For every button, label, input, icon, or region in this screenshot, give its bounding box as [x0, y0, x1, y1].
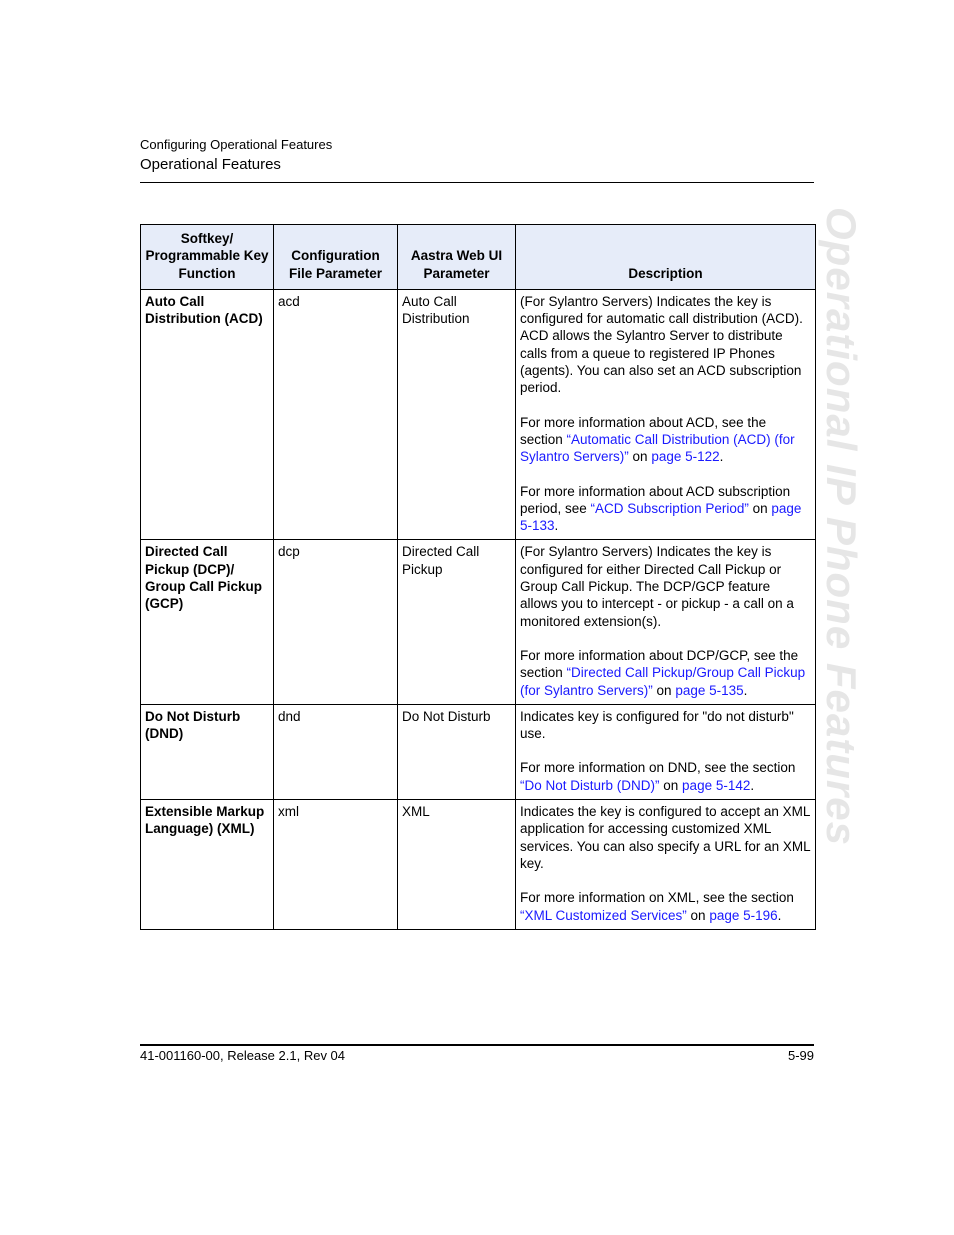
ref-text: For more information on DND, see the section — [520, 760, 796, 776]
key-function: Extensible Markup Language) (XML) — [141, 800, 274, 930]
web-ui-param: Directed Call Pickup — [398, 540, 516, 704]
web-ui-param: XML — [398, 800, 516, 930]
ref-on: on — [686, 907, 710, 923]
ref-end: . — [750, 777, 755, 793]
key-function: Do Not Disturb (DND) — [141, 704, 274, 799]
section-link[interactable]: “ACD Subscription Period” — [590, 500, 749, 516]
table-header-row — [141, 225, 816, 290]
table-row — [141, 800, 816, 930]
section-link[interactable]: “Do Not Disturb (DND)” — [520, 777, 660, 793]
header-divider — [140, 182, 814, 183]
table-row — [141, 540, 816, 704]
ref-on: on — [659, 777, 683, 793]
section-link[interactable]: “Automatic Call Distribution (ACD) (for Sylantro Servers)” — [520, 431, 795, 465]
footer-divider — [140, 1044, 814, 1046]
config-param: xml — [274, 800, 398, 930]
config-param: acd — [274, 289, 398, 540]
breadcrumb: Configuring Operational Features — [140, 137, 333, 152]
footer-page-number: 5-99 — [787, 1048, 814, 1063]
section-title: Operational Features — [140, 156, 281, 173]
key-function: Directed Call Pickup (DCP)/ Group Call Pickup (GCP) — [141, 540, 274, 704]
description-reference — [520, 889, 811, 924]
header-web-ui-param: Aastra Web UI Parameter — [398, 225, 516, 290]
header-config-param: Configuration File Parameter — [274, 225, 398, 290]
ref-text: For more information about ACD subscription period, see — [520, 483, 791, 516]
ref-text: For more information about DCP/GCP, see the section — [520, 647, 799, 681]
page-link[interactable]: page 5-196 — [709, 907, 778, 923]
config-param: dnd — [274, 704, 398, 799]
features-table — [140, 224, 816, 930]
header-softkey: Softkey/ Programmable Key Function — [141, 225, 274, 290]
ref-end: . — [719, 449, 724, 465]
description-text: Indicates key is configured for "do not disturb" use. — [520, 708, 794, 742]
description — [516, 289, 816, 540]
config-param: dcp — [274, 540, 398, 704]
table-row — [141, 289, 816, 540]
ref-on: on — [628, 449, 652, 465]
section-link[interactable]: “XML Customized Services” — [520, 907, 687, 923]
page-link[interactable]: page 5-142 — [682, 777, 751, 793]
ref-end: . — [554, 518, 559, 534]
description-text: Indicates the key is configured to accept an XML application for accessing customized XML services. You can also specify a URL for an XML key. — [520, 804, 811, 871]
side-title-text: Operational IP Phone Features — [818, 206, 865, 846]
ref-end: . — [743, 682, 748, 698]
web-ui-param: Auto Call Distribution — [398, 289, 516, 540]
description — [516, 800, 816, 930]
description-reference — [520, 647, 811, 699]
key-function: Auto Call Distribution (ACD) — [141, 289, 274, 540]
description-reference — [520, 483, 811, 535]
web-ui-param: Do Not Disturb — [398, 704, 516, 799]
page-link[interactable]: page 5-122 — [651, 449, 720, 465]
description-text: (For Sylantro Servers) Indicates the key is configured for either Directed Call Pickup or Group Call Pickup. The DCP/GCP feature allows you to intercept - or pickup - a call on a monitored extension(s). — [520, 544, 794, 629]
ref-on: on — [652, 682, 676, 698]
header-description: Description — [516, 225, 816, 290]
page-link[interactable]: page 5-135 — [675, 682, 744, 698]
description-reference — [520, 414, 811, 466]
description — [516, 704, 816, 799]
description-reference — [520, 759, 811, 794]
page-link[interactable]: page 5-133 — [520, 500, 802, 534]
description-text: (For Sylantro Servers) Indicates the key is configured for automatic call distribution (ACD). ACD allows the Sylantro Server to distribute calls from a queue to registered IP Phones (agents). You can also set an ACD subscription period. — [520, 293, 803, 396]
table-row — [141, 704, 816, 799]
ref-text: For more information on XML, see the section — [520, 890, 794, 906]
ref-text: For more information about ACD, see the section — [520, 414, 767, 447]
side-title — [818, 206, 865, 846]
section-link[interactable]: “Directed Call Pickup/Group Call Pickup (for Sylantro Servers)” — [520, 665, 806, 698]
description — [516, 540, 816, 704]
footer-doc-id: 41-001160-00, Release 2.1, Rev 04 — [140, 1048, 346, 1063]
ref-on: on — [748, 500, 772, 516]
ref-end: . — [777, 907, 782, 923]
